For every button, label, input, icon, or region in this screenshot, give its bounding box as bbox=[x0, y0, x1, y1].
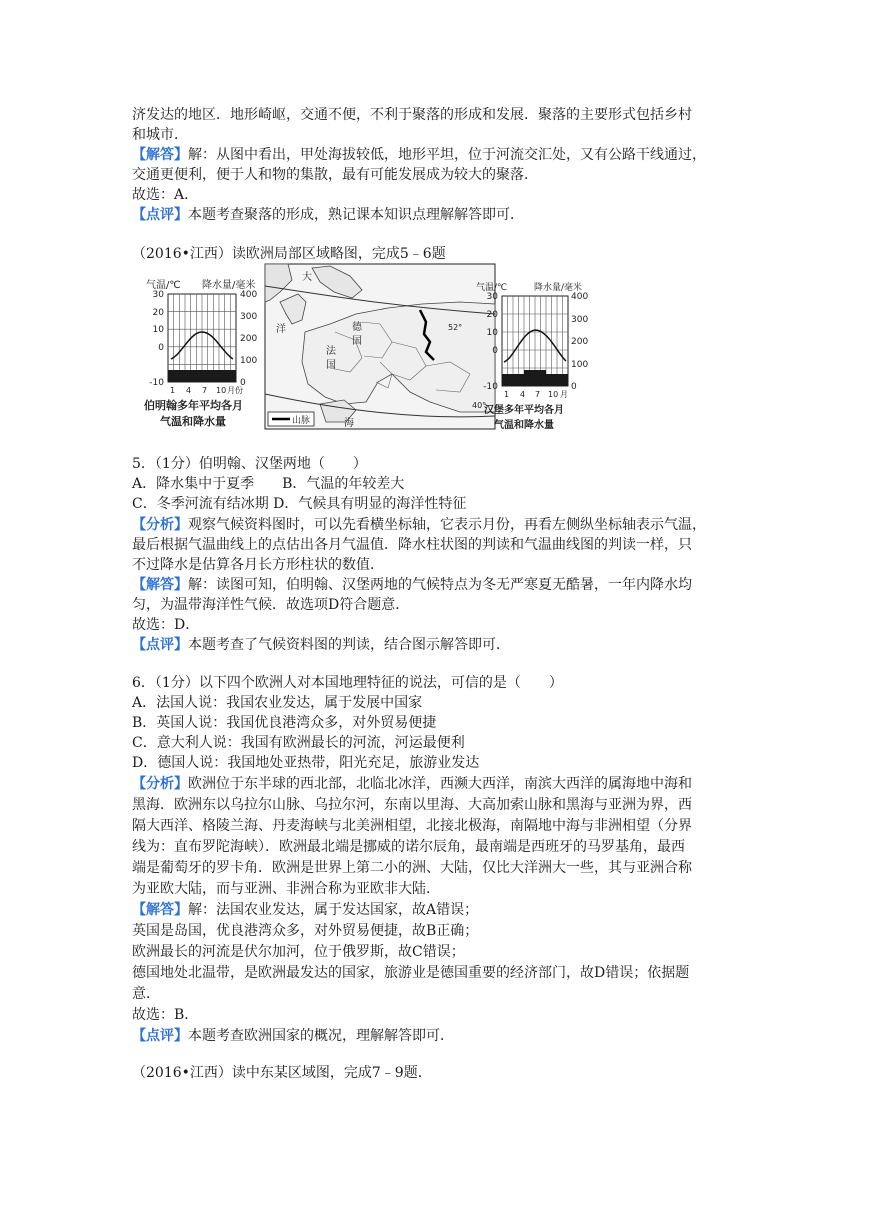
q6-analysis-line-4: 线为：直布罗陀海峡）．欧洲最北端是挪威的诺尔辰角，最南端是西班牙的马罗基角，最西 bbox=[132, 839, 685, 855]
analysis-text: 欧洲位于东半球的西北部，北临北冰洋，西濒大西洋，南滨大西洋的属海地中海和 bbox=[188, 776, 692, 792]
analysis-tag: 【分析】 bbox=[132, 776, 188, 792]
right-xtick: 7 bbox=[535, 390, 541, 399]
section-intro-7-9: （2016•江西）读中东某区域图，完成7﹣9题． bbox=[132, 1065, 432, 1081]
q5-analysis-line-2: 最后根据气温曲线上的点估出各月气温值．降水柱状图的判读和气温曲线图的判读一样，只 bbox=[132, 537, 692, 553]
q6-comment bbox=[132, 1027, 454, 1045]
analysis-tag: 【分析】 bbox=[132, 517, 188, 533]
comment-text: 本题考查了气候资料图的判读，结合图示解答即可． bbox=[188, 637, 510, 653]
map-label-ocean: 洋 bbox=[276, 324, 286, 335]
map-lat-40: 40° bbox=[472, 401, 487, 410]
left-y2tick: 0 bbox=[240, 378, 246, 388]
left-precip-bars bbox=[168, 370, 236, 382]
comment-tag: 【点评】 bbox=[132, 207, 188, 223]
q5-answer-line-2: 匀，为温带海洋性气候．故选项D符合题意． bbox=[132, 597, 410, 613]
right-precip-bars bbox=[502, 370, 568, 386]
section-intro-5-6: （2016•江西）读欧洲局部区域略图，完成5﹣6题 bbox=[132, 246, 446, 262]
q4-analysis-line-1: 济发达的地区．地形崎岖，交通不便，不利于聚落的形成和发展．聚落的主要形式包括乡村 bbox=[132, 107, 692, 123]
q6-option-b: B．英国人说：我国优良港湾众多，对外贸易便捷 bbox=[132, 715, 437, 731]
q6-analysis-line-6: 为亚欧大陆，而与亚洲、非洲合称为亚欧非大陆． bbox=[132, 881, 440, 897]
answer-tag: 【解答】 bbox=[132, 902, 188, 918]
left-caption-1: 伯明翰多年平均各月 bbox=[144, 399, 243, 412]
right-caption-2: 气温和降水量 bbox=[494, 420, 554, 431]
analysis-text: 观察气候资料图时，可以先看横坐标轴，它表示月份，再看左侧纵坐标轴表示气温， bbox=[188, 517, 706, 533]
q4-analysis-line-2: 和城市． bbox=[132, 127, 188, 143]
q5-choice: 故选：D． bbox=[132, 617, 200, 633]
answer-tag: 【解答】 bbox=[132, 577, 188, 593]
left-y2tick: 100 bbox=[240, 356, 258, 366]
q6-analysis-line-3: 隔大西洋、格陵兰海、丹麦海峡与北美洲相望，北接北极海，南隔地中海与非洲相望（分界 bbox=[132, 818, 692, 834]
q6-answer-line-2: 英国是岛国，优良港湾众多，对外贸易便捷，故B正确； bbox=[132, 923, 479, 939]
comment-text: 本题考查欧洲国家的概况，理解解答即可． bbox=[188, 1028, 454, 1044]
q4-answer-line-1 bbox=[132, 146, 706, 164]
q4-choice: 故选：A． bbox=[132, 187, 199, 203]
q4-comment bbox=[132, 206, 524, 224]
q5-analysis-line-1 bbox=[132, 516, 706, 534]
right-y2-title: 降水量/毫米 bbox=[534, 283, 583, 293]
right-caption-1: 汉堡多年平均各月 bbox=[484, 405, 564, 416]
left-ytick: 30 bbox=[152, 290, 164, 300]
q5-stem: 5．（1分）伯明翰、汉堡两地（ ） bbox=[132, 456, 367, 472]
comment-text: 本题考查聚落的形成，熟记课本知识点理解解答即可． bbox=[188, 207, 524, 223]
map-legend-label: 山脉 bbox=[292, 416, 311, 426]
left-caption-2: 气温和降水量 bbox=[160, 415, 226, 428]
comment-tag: 【点评】 bbox=[132, 1028, 188, 1044]
right-y-title: 气温/℃ bbox=[476, 283, 508, 293]
q6-answer-line-1 bbox=[132, 901, 478, 919]
left-xtick: 月份 bbox=[227, 386, 243, 395]
right-y2tick: 100 bbox=[571, 360, 589, 370]
q5-answer-line-1 bbox=[132, 576, 692, 594]
map-label-sea-top: 大 bbox=[302, 272, 312, 283]
q6-option-a: A．法国人说：我国农业发达，属于发展中国家 bbox=[132, 695, 423, 711]
q5-comment bbox=[132, 636, 510, 654]
europe-climate-figure bbox=[130, 262, 600, 447]
right-xtick: 1 bbox=[504, 390, 510, 399]
left-xtick: 10 bbox=[216, 386, 227, 395]
right-ytick: 10 bbox=[486, 328, 498, 338]
left-xtick: 1 bbox=[170, 386, 176, 395]
map-label-sea-bottom: 海 bbox=[344, 418, 354, 429]
left-ytick: 0 bbox=[158, 343, 164, 353]
q5-options-cd: C．冬季河流有结冰期 D．气候具有明显的海洋性特征 bbox=[132, 496, 467, 512]
answer-text: 解：法国农业发达，属于发达国家，故A错误； bbox=[188, 902, 479, 918]
birmingham-climate-chart bbox=[144, 278, 257, 428]
left-ytick: 20 bbox=[152, 308, 164, 318]
left-xtick: 4 bbox=[186, 386, 192, 395]
right-y2tick: 300 bbox=[571, 315, 589, 325]
q6-analysis-line-5: 端是葡萄牙的罗卡角．欧洲是世界上第二小的洲、大陆，仅比大洋洲大一些，其与亚洲合称 bbox=[132, 860, 692, 876]
right-xtick: 10 bbox=[548, 390, 559, 399]
q4-answer-line-2: 交通更便利，便于人和物的集散，最有可能发展成为较大的聚落． bbox=[132, 167, 538, 183]
q6-choice: 故选：B． bbox=[132, 1007, 199, 1023]
left-grid bbox=[168, 294, 236, 382]
q6-answer-line-5: 意． bbox=[132, 986, 160, 1002]
q6-analysis-line-1 bbox=[132, 775, 692, 793]
right-y2tick: 400 bbox=[571, 292, 589, 302]
left-ytick: -10 bbox=[149, 378, 164, 388]
left-y2tick: 300 bbox=[240, 312, 258, 322]
q6-answer-line-3: 欧洲最长的河流是伏尔加河，位于俄罗斯，故C错误； bbox=[132, 944, 465, 960]
left-y2tick: 400 bbox=[240, 290, 258, 300]
answer-tag: 【解答】 bbox=[132, 147, 188, 163]
left-xtick: 7 bbox=[202, 386, 208, 395]
right-ytick: -10 bbox=[483, 382, 498, 392]
right-ytick: 30 bbox=[486, 292, 498, 302]
left-y2-title: 降水量/毫米 bbox=[202, 280, 256, 291]
right-y2tick: 0 bbox=[571, 382, 577, 392]
left-ytick: 10 bbox=[152, 325, 164, 335]
map-label-fr-1: 法 bbox=[326, 346, 336, 357]
q6-analysis-line-2: 黑海．欧洲东以乌拉尔山脉、乌拉尔河，东南以里海、大高加索山脉和黑海与亚洲为界，西 bbox=[132, 797, 692, 813]
right-ytick: 20 bbox=[486, 310, 498, 320]
q6-answer-line-4: 德国地处北温带，是欧洲最发达的国家，旅游业是德国重要的经济部门，故D错误；依据题 bbox=[132, 965, 690, 981]
right-xtick: 月 bbox=[560, 390, 568, 399]
figure-svg bbox=[130, 262, 600, 447]
map-label-de-1: 德 bbox=[352, 322, 362, 333]
q6-option-c: C．意大利人说：我国有欧洲最长的河流，河运最便利 bbox=[132, 735, 465, 751]
map-label-de-2: 国 bbox=[352, 336, 362, 347]
right-ytick: 0 bbox=[492, 346, 498, 356]
right-xtick: 4 bbox=[520, 390, 526, 399]
right-y2tick: 200 bbox=[571, 337, 589, 347]
europe-map bbox=[265, 264, 495, 429]
answer-text: 解：从图中看出，甲处海拔较低，地形平坦，位于河流交汇处，又有公路干线通过， bbox=[188, 147, 706, 163]
comment-tag: 【点评】 bbox=[132, 637, 188, 653]
map-label-fr-2: 国 bbox=[326, 360, 336, 371]
q5-analysis-line-3: 不过降水是估算各月长方形柱状的数值． bbox=[132, 557, 384, 573]
answer-text: 解：读图可知，伯明翰、汉堡两地的气候特点为冬无严寒夏无酷暑，一年内降水均 bbox=[188, 577, 692, 593]
left-y-title: 气温/℃ bbox=[146, 280, 181, 291]
map-lat-52: 52° bbox=[448, 323, 463, 332]
q6-option-d: D．德国人说：我国地处亚热带，阳光充足，旅游业发达 bbox=[132, 755, 480, 771]
left-y2tick: 200 bbox=[240, 334, 258, 344]
q5-options-ab: A．降水集中于夏季 B．气温的年较差大 bbox=[132, 476, 405, 492]
q6-stem: 6．（1分）以下四个欧洲人对本国地理特征的说法，可信的是（ ） bbox=[132, 675, 563, 691]
